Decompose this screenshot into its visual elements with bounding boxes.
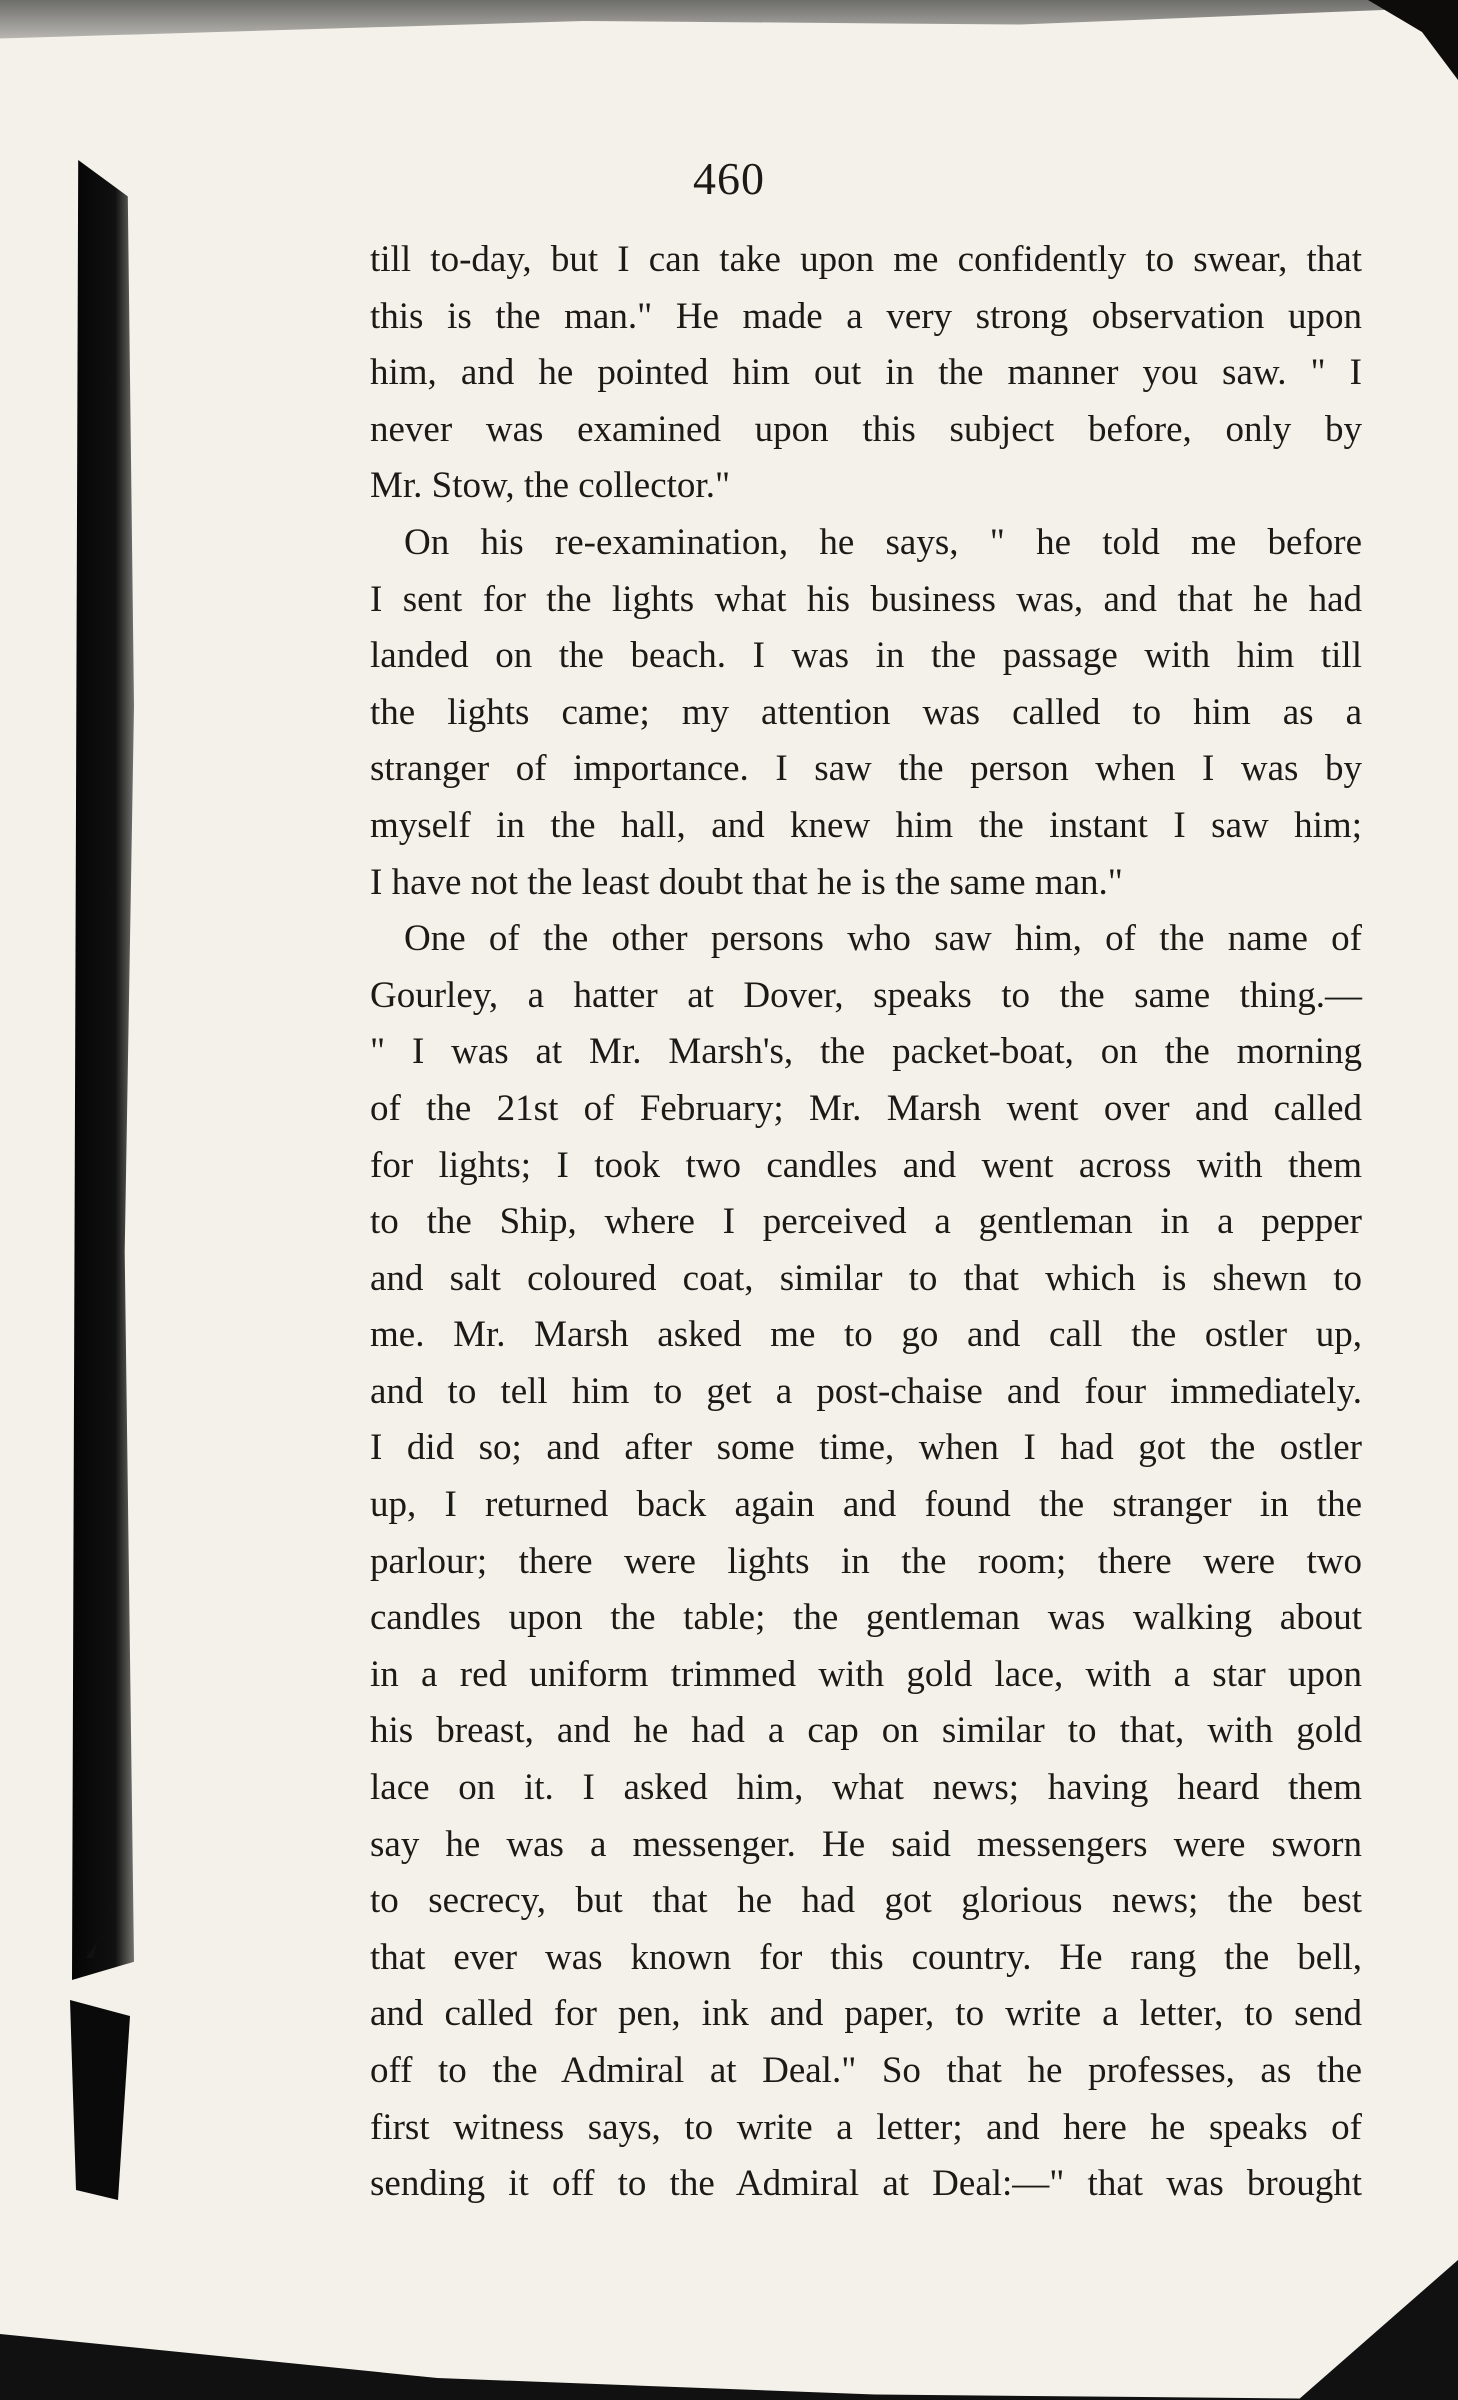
text-line: never was examined upon this subject before, only by (370, 408, 1362, 450)
text-line: I did so; and after some time, when I had got the ostler (370, 1427, 1362, 1469)
text-line: the lights came; my attention was called to him as a (370, 691, 1362, 733)
text-line: stranger of importance. I saw the person when I was by (370, 748, 1362, 790)
text-line: One of the other persons who saw him, of the name of (404, 918, 1362, 960)
text-line: for lights; I took two candles and went across with them (370, 1144, 1362, 1186)
text-line: and to tell him to get a post-chaise and four immediately. (370, 1370, 1362, 1412)
text-line: till to-day, but I can take upon me confidently to swear, that (370, 239, 1362, 280)
top-right-corner-shadow (1368, 0, 1458, 80)
text-line: myself in the hall, and knew him the instant I saw him; (370, 804, 1362, 846)
page-number: 460 (693, 153, 765, 204)
text-line: him, and he pointed him out in the manner you saw. " I (370, 352, 1362, 394)
bottom-edge-shadow (0, 2290, 1458, 2400)
text-line: up, I returned back again and found the stranger in the (370, 1484, 1362, 1526)
binding-shadow (72, 160, 134, 1980)
top-edge-shadow (0, 0, 1458, 70)
text-line: parlour; there were lights in the room; there were two (370, 1540, 1362, 1582)
text-line: lace on it. I asked him, what news; having heard them (370, 1767, 1362, 1809)
text-line: in a red uniform trimmed with gold lace, with a star upon (370, 1653, 1362, 1695)
text-line: and called for pen, ink and paper, to write a letter, to send (370, 1993, 1362, 2035)
text-line: first witness says, to write a letter; and here he speaks of (370, 2106, 1362, 2148)
text-line: this is the man." He made a very strong observation upon (370, 295, 1362, 337)
text-line: candles upon the table; the gentleman was walking about (370, 1597, 1362, 1639)
text-line: to secrecy, but that he had got glorious news; the best (370, 1880, 1362, 1922)
text-line: and salt coloured coat, similar to that which is shewn to (370, 1257, 1362, 1299)
body-text (370, 232, 1362, 2213)
binding-shadow-lower (70, 2000, 130, 2200)
text-line: Gourley, a hatter at Dover, speaks to the same thing.— (370, 974, 1362, 1016)
text-line: On his re-examination, he says, " he told me before (404, 521, 1362, 563)
text-line: say he was a messenger. He said messengers were sworn (370, 1823, 1362, 1865)
text-line: of the 21st of February; Mr. Marsh went over and called (370, 1087, 1362, 1129)
text-line: I have not the least doubt that he is the same man." (370, 861, 1123, 903)
text-line: Mr. Stow, the collector." (370, 465, 731, 507)
bottom-right-corner-shadow (1298, 2260, 1458, 2400)
text-line: that ever was known for this country. He rang the bell, (370, 1936, 1362, 1978)
text-line: to the Ship, where I perceived a gentleman in a pepper (370, 1201, 1362, 1243)
text-line: " I was at Mr. Marsh's, the packet-boat, on the morning (370, 1031, 1362, 1073)
text-line: his breast, and he had a cap on similar to that, with gold (370, 1710, 1362, 1752)
text-line: landed on the beach. I was in the passage with him till (370, 635, 1362, 677)
text-line: me. Mr. Marsh asked me to go and call the ostler up, (370, 1314, 1362, 1356)
text-line: off to the Admiral at Deal." So that he professes, as the (370, 2050, 1362, 2091)
text-line: I sent for the lights what his business was, and that he had (370, 578, 1362, 620)
text-line: sending it off to the Admiral at Deal:—" that was brought (370, 2163, 1362, 2205)
